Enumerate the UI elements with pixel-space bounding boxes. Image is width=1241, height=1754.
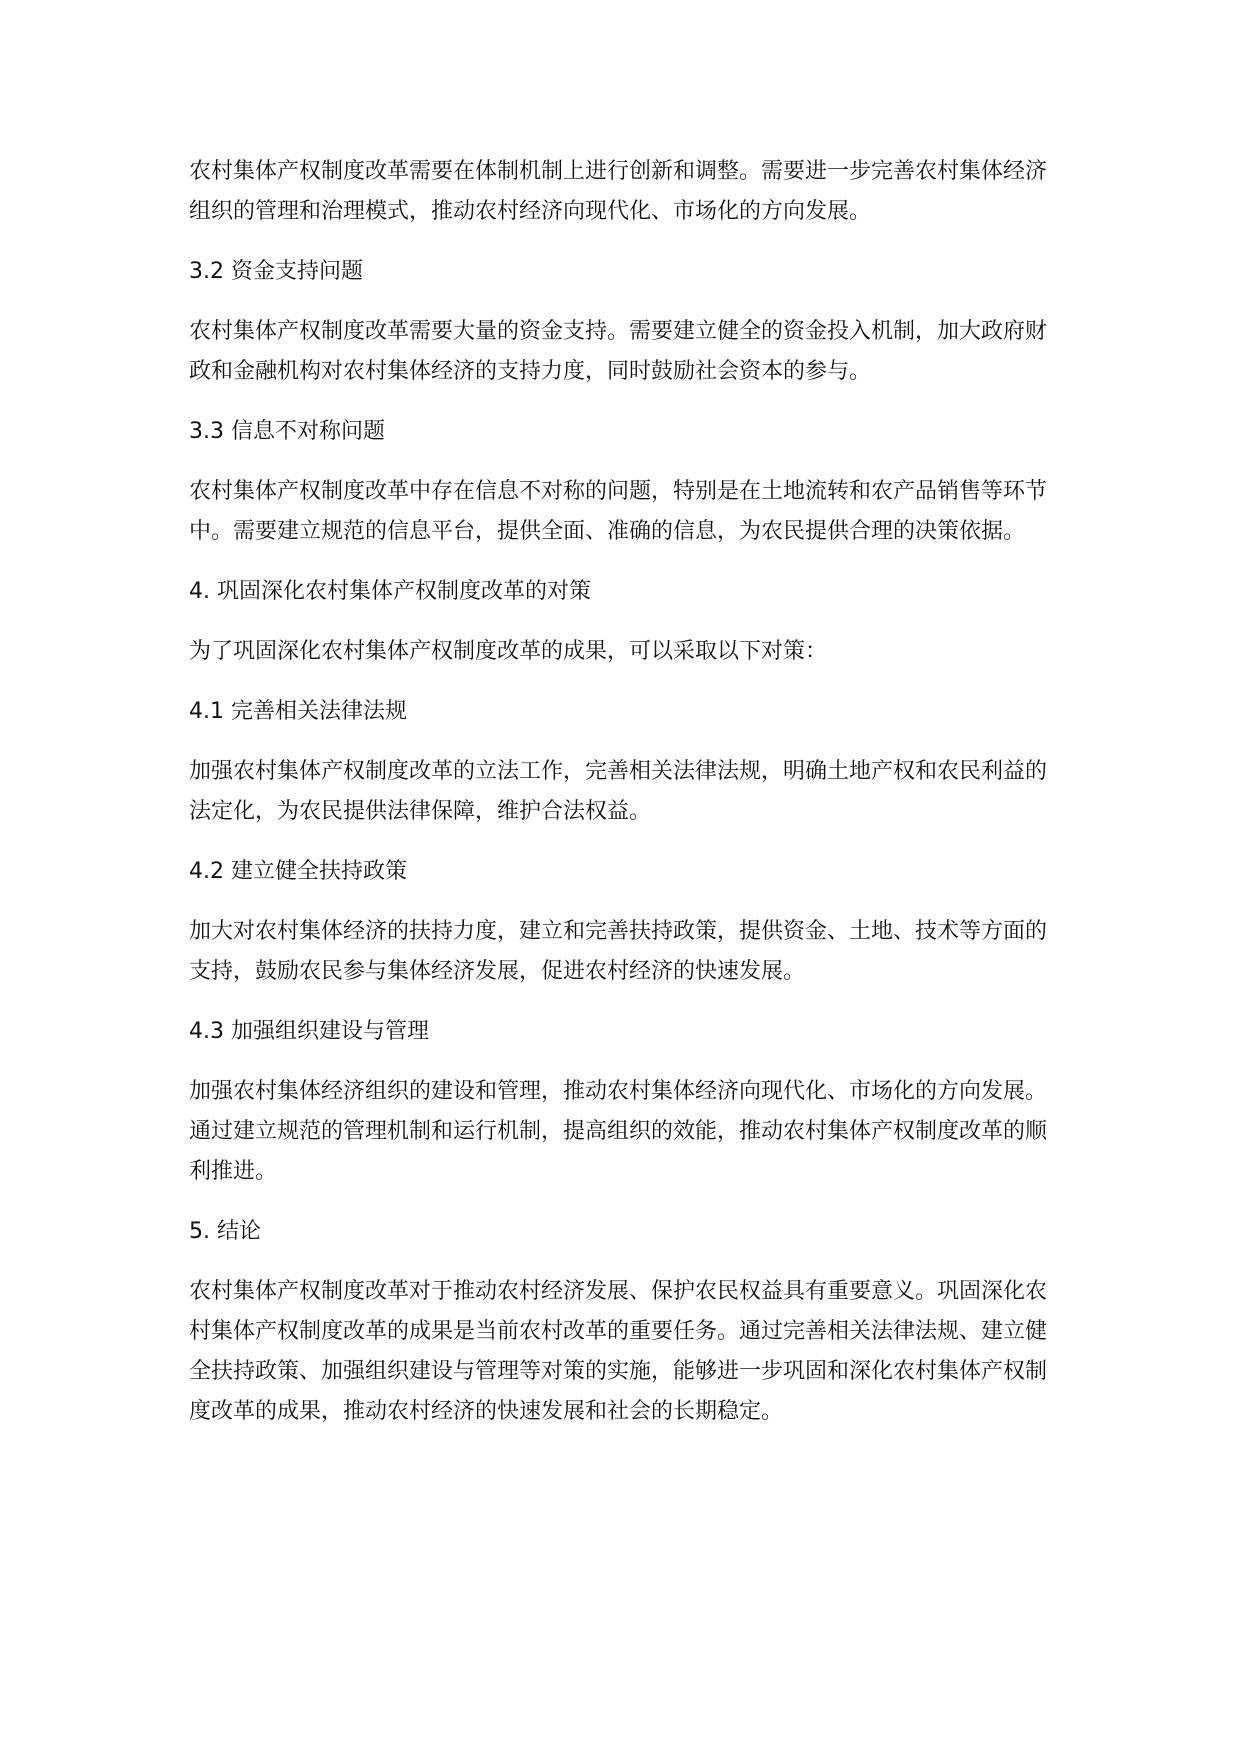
heading-4-2: 4.2 建立健全扶持政策 (189, 859, 407, 884)
heading-4: 4. 巩固深化农村集体产权制度改革的对策 (189, 579, 591, 604)
heading-3-3: 3.3 信息不对称问题 (189, 419, 385, 444)
heading-3-2: 3.2 资金支持问题 (189, 259, 363, 284)
heading-4-3: 4.3 加强组织建设与管理 (189, 1019, 429, 1044)
heading-4-1: 4.1 完善相关法律法规 (189, 699, 407, 724)
heading-5: 5. 结论 (189, 1219, 261, 1244)
paragraph-legal: 加强农村集体产权制度改革的立法工作，完善相关法律法规，明确土地产权和农民利益的法定化，为农民提供法律保障，维护合法权益。 (189, 759, 1048, 824)
paragraph-funding: 农村集体产权制度改革需要大量的资金支持。需要建立健全的资金投入机制，加大政府财政和金融机构对农村集体经济的支持力度，同时鼓励社会资本的参与。 (189, 319, 1048, 384)
paragraph-conclusion: 农村集体产权制度改革对于推动农村经济发展、保护农民权益具有重要意义。巩固深化农村集体产权制度改革的成果是当前农村改革的重要任务。通过完善相关法律法规、建立健全扶持政策、加强组织建设与管理等对策的实施，能够进一步巩固和深化农村集体产权制度改革的成果，推动农村经济的快速发展和社会的长期稳定。 (189, 1279, 1048, 1424)
paragraph-organization: 加强农村集体经济组织的建设和管理，推动农村集体经济向现代化、市场化的方向发展。通过建立规范的管理机制和运行机制，提高组织的效能，推动农村集体产权制度改革的顺利推进。 (189, 1079, 1048, 1184)
paragraph-system-innovation: 农村集体产权制度改革需要在体制机制上进行创新和调整。需要进一步完善农村集体经济组织的管理和治理模式，推动农村经济向现代化、市场化的方向发展。 (189, 159, 1048, 224)
document-body (189, 152, 1059, 1452)
paragraph-support-policy: 加大对农村集体经济的扶持力度，建立和完善扶持政策，提供资金、土地、技术等方面的支持，鼓励农民参与集体经济发展，促进农村经济的快速发展。 (189, 919, 1048, 984)
paragraph-countermeasures-intro: 为了巩固深化农村集体产权制度改革的成果，可以采取以下对策： (189, 639, 828, 664)
paragraph-information-asymmetry: 农村集体产权制度改革中存在信息不对称的问题，特别是在土地流转和农产品销售等环节中。需要建立规范的信息平台，提供全面、准确的信息，为农民提供合理的决策依据。 (189, 479, 1048, 544)
